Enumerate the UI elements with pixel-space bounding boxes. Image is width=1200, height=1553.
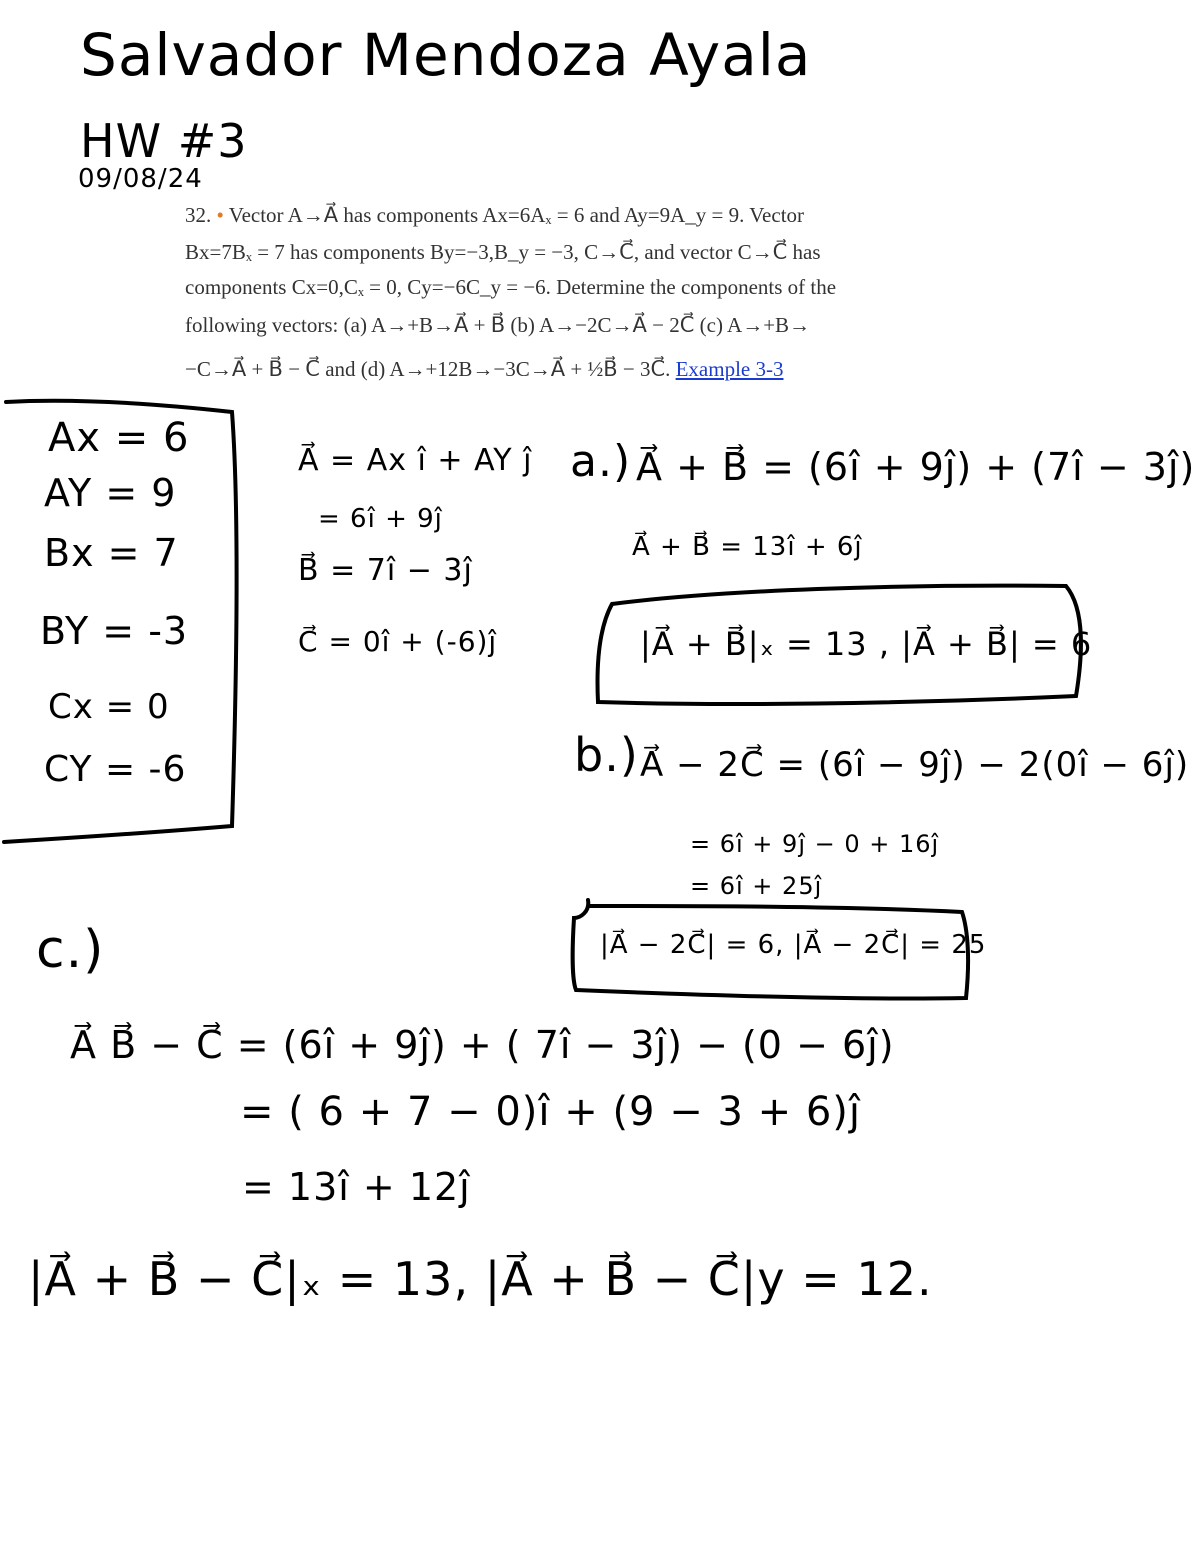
vector-a-values: = 6î + 9ĵ [318,504,443,534]
problem-line-4: following vectors: (a) A→+B→A⃗ + B⃗ (b) A→−2C→A⃗ − 2C⃗ (c) A→+B→ [185,313,811,337]
part-b-line-1: A⃗ − 2C⃗ = (6î − 9ĵ) − 2(0î − 6ĵ) [640,745,1190,785]
vector-b-def: B⃗ = 7î − 3ĵ [298,553,473,588]
part-c-line-3: = 13î + 12ĵ [242,1165,471,1209]
given-ax: Ax = 6 [48,415,190,461]
part-a-line-1: A⃗ + B⃗ = (6î + 9ĵ) + (7î − 3ĵ) [636,445,1196,489]
student-name: Salvador Mendoza Ayala [80,21,812,89]
problem-line-text: Vector A→A⃗ has components Ax=6Aₓ = 6 and Ay=9A_y = 9. Vector [228,203,805,227]
example-link[interactable]: Example 3-3 [675,357,784,381]
given-ay: AY = 9 [44,471,177,515]
problem-number: 32. [185,203,212,227]
assignment-title: HW #3 [80,114,248,168]
part-c-label: c.) [36,920,105,980]
bullet-icon: • [216,203,224,227]
problem-line-2: Bx=7Bₓ = 7 has components By=−3,B_y = −3, C→C⃗, and vector C→C⃗ has [185,240,821,264]
assignment-date: 09/08/24 [78,164,203,194]
given-by: BY = -3 [40,609,189,653]
part-b-result: |A⃗ − 2C⃗| = 6, |A⃗ − 2C⃗| = 25 [600,930,987,960]
given-cy: CY = -6 [44,749,187,790]
vector-c-def: C⃗ = 0î + (-6)ĵ [298,625,498,658]
part-b-line-3: = 6î + 25ĵ [690,872,823,900]
vector-a-def: A⃗ = Ax î + AY ĵ [298,443,533,478]
problem-line-1 [185,205,804,226]
part-c-result: |A⃗ + B⃗ − C⃗|ₓ = 13, |A⃗ + B⃗ − C⃗|y = 12. [28,1252,933,1306]
problem-line-3: components Cx=0,Cₓ = 0, Cy=−6C_y = −6. Determine the components of the [185,275,837,299]
part-b-label: b.) [574,728,639,782]
given-cx: Cx = 0 [48,687,170,727]
given-bx: Bx = 7 [44,531,179,575]
problem-line-5 [185,359,784,380]
part-c-line-1: A⃗ B⃗ − C⃗ = (6î + 9ĵ) + ( 7î − 3ĵ) − (0 − 6ĵ) [70,1023,895,1067]
part-c-line-2: = ( 6 + 7 − 0)î + (9 − 3 + 6)ĵ [240,1089,862,1135]
part-a-result: |A⃗ + B⃗|ₓ = 13 , |A⃗ + B⃗| = 6 [640,625,1093,663]
part-a-label: a.) [570,436,632,487]
part-a-line-2: A⃗ + B⃗ = 13î + 6ĵ [632,532,863,562]
problem-line-text: −C→A⃗ + B⃗ − C⃗ and (d) A→+12B→−3C→A⃗ + ½B⃗ − 3C⃗. [185,357,671,381]
part-b-line-2: = 6î + 9ĵ − 0 + 16ĵ [690,830,940,858]
